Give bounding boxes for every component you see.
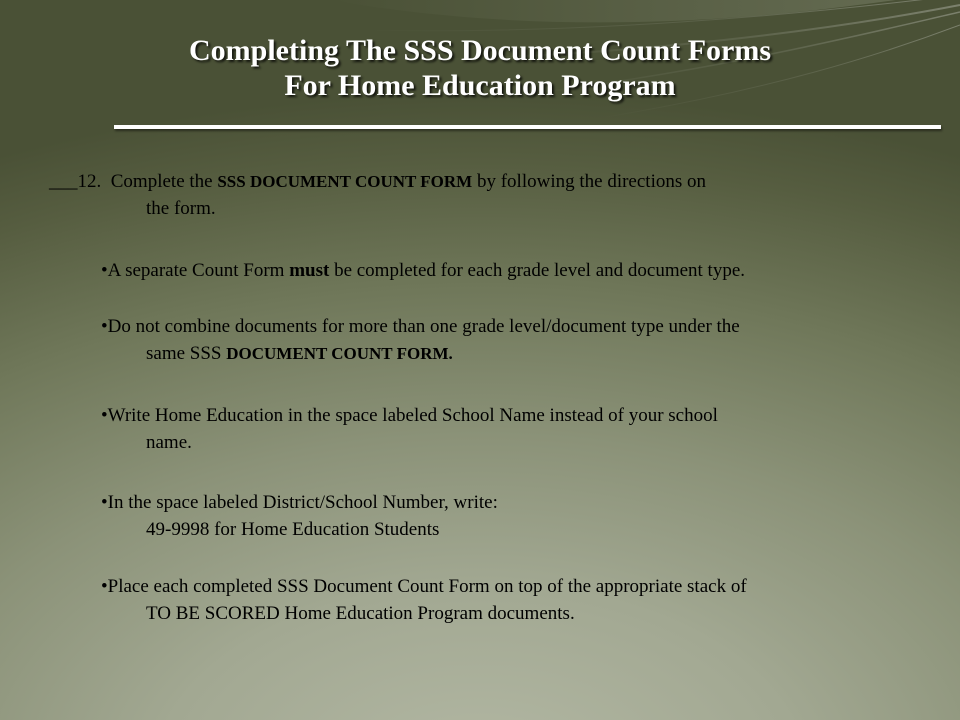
bullet-item [101, 490, 498, 516]
step-line [49, 169, 706, 195]
bullet-text: Write Home Education in the space labeled School Name instead of your school [107, 405, 718, 426]
bullet-text: Do not combine documents for more than one grade level/document type under the [107, 316, 740, 337]
form-name: SSS DOCUMENT COUNT FORM [217, 172, 473, 191]
bullet-text: same SSS [146, 343, 222, 364]
bullet-marker: • [101, 316, 108, 337]
step-intro: Complete the [110, 171, 213, 192]
bullet-continuation [146, 341, 453, 367]
bullet-text: be completed for each grade level and document type. [334, 260, 746, 281]
bullet-marker: • [101, 576, 108, 597]
bullet-item [101, 574, 747, 600]
bullet-text: Place each completed SSS Document Count Form on top of the appropriate stack of [107, 576, 747, 597]
bullet-continuation: 49-9998 for Home Education Students [146, 519, 440, 540]
bullet-text: A separate Count Form [107, 260, 285, 281]
bullet-marker: • [101, 405, 108, 426]
step-intro-after: by following the directions on [476, 171, 707, 192]
bullet-emphasis: must [289, 260, 330, 281]
bullet-continuation: name. [146, 432, 192, 453]
bullet-item [101, 403, 718, 429]
bullet-marker: • [101, 260, 108, 281]
bullet-marker: • [101, 492, 108, 513]
title-line-2: For Home Education Program [284, 69, 676, 102]
bullet-text: In the space labeled District/School Number, write: [107, 492, 498, 513]
title-line-1: Completing The SSS Document Count Forms [189, 34, 771, 67]
step-number: 12. [77, 171, 102, 192]
bullet-item [101, 314, 740, 340]
step-continuation: the form. [146, 198, 216, 219]
step-blank: ___ [49, 171, 78, 192]
bullet-emphasis: DOCUMENT COUNT FORM. [226, 344, 453, 363]
bullet-continuation: TO BE SCORED Home Education Program documents. [146, 603, 575, 624]
bullet-item [101, 258, 745, 284]
